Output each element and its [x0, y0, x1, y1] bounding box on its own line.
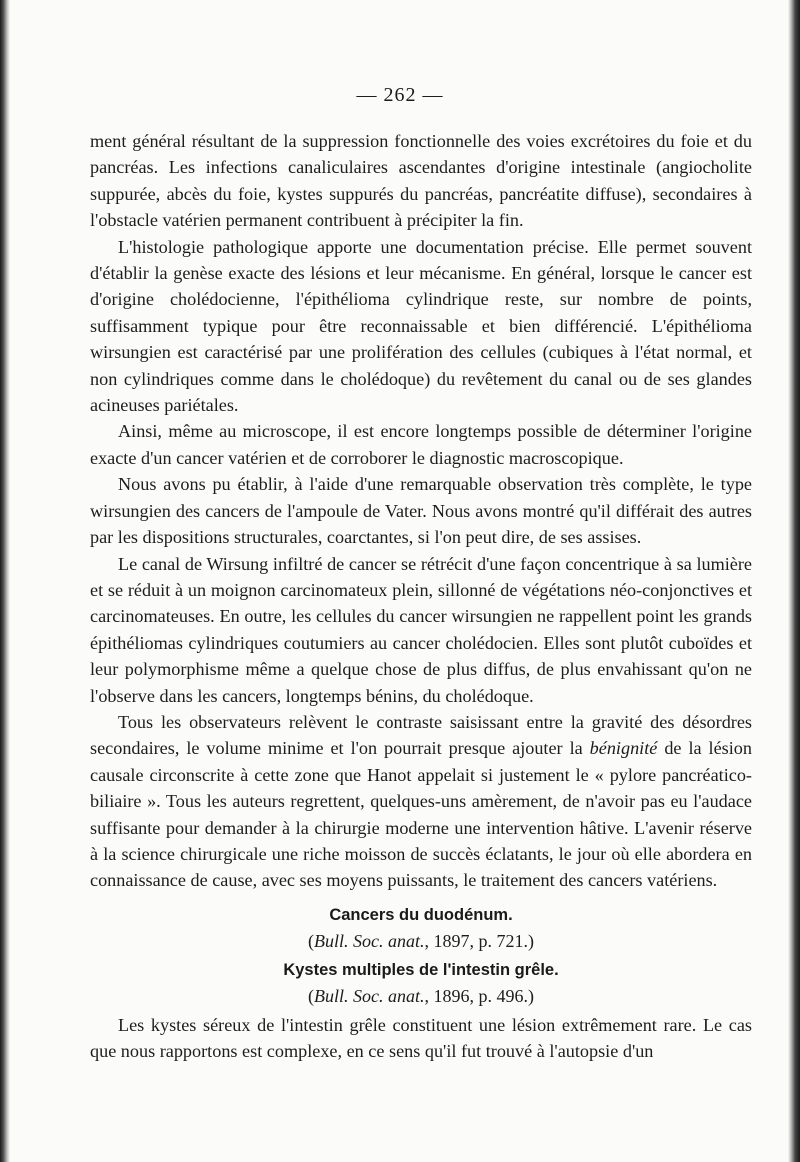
ref-open: ( — [308, 930, 314, 951]
paragraph-6-part-1: Tous les observateurs relèvent le contraste saisissant entre la gravité des désordres secondaires, le volume minime et l'on pourrait presque ajouter la — [90, 711, 752, 759]
paragraph-6 — [90, 709, 752, 894]
section-reference — [90, 983, 752, 1010]
ref-journal: Bull. Soc. anat. — [314, 985, 425, 1006]
body-text — [90, 128, 752, 1065]
page-number: — 262 — — [356, 84, 444, 106]
scan-edge-right — [788, 0, 800, 1162]
ref-details: , 1896, p. 496.) — [424, 985, 534, 1006]
paragraph-5: Le canal de Wirsung infiltré de cancer se rétrécit d'une façon concentrique à sa lumière et se réduit à un moignon carcinomateux plein, sillonné de végétations néo-conjonctives et carcinomateuses. En outre, les cellules du cancer wirsungien ne rappellent point les grands épithéliomas cylindriques coutumiers au cancer cholédocien. Elles sont plutôt cuboïdes et leur polymorphisme même a quelque chose de plus diffus, de plus envahissant qu'on ne l'observe dans les cancers, longtemps bénins, du cholédoque. — [90, 553, 752, 706]
section-kystes-intestin — [90, 957, 752, 1010]
section-title: Cancers du duodénum. — [329, 905, 513, 924]
paragraph-1: ment général résultant de la suppression fonctionnelle des voies excrétoires du foie et du pancréas. Les infections canaliculaires ascendantes d'origine intestinale (angiocholite suppurée, abcès du foie, kystes suppurés du pancréas, pancréatite diffuse), secondaires à l'obstacle vatérien permanent contribuent à précipiter la fin. — [90, 131, 752, 231]
scan-edge-left — [0, 0, 10, 1162]
section-reference — [90, 928, 752, 955]
section-title: Kystes multiples de l'intestin grêle. — [283, 960, 559, 979]
ref-journal: Bull. Soc. anat. — [314, 930, 425, 951]
paragraph-3: Ainsi, même au microscope, il est encore longtemps possible de déterminer l'origine exacte d'un cancer vatérien et de corroborer le diagnostic macroscopique. — [90, 421, 752, 468]
paragraph-final: Les kystes séreux de l'intestin grêle constituent une lésion extrêmement rare. Le cas que nous rapportons est complexe, en ce sens qu'il fut trouvé à l'autopsie d'un — [90, 1014, 752, 1062]
ref-details: , 1897, p. 721.) — [424, 930, 534, 951]
section-cancers-duodenum — [90, 902, 752, 955]
paragraph-6-italic: bénignité — [589, 738, 658, 759]
ref-open: ( — [308, 985, 314, 1006]
paragraph-2: L'histologie pathologique apporte une documentation précise. Elle permet souvent d'établir la genèse exacte des lésions et leur mécanisme. En général, lorsque le cancer est d'origine cholédocienne, l'épithélioma cylindrique reste, sur nombre de points, suffisamment typique pour être reconnaissable et bien différencié. L'épithélioma wirsungien est caractérisé par une prolifération des cellules (cubiques à l'état normal, et non cylindriques comme dans le cholédoque) du revêtement du canal ou de ses glandes acineuses pariétales. — [90, 236, 752, 416]
paragraph-4: Nous avons pu établir, à l'aide d'une remarquable observation très complète, le type wirsungien des cancers de l'ampoule de Vater. Nous avons montré qu'il différait des autres par les dispositions structurales, coarctantes, si l'on peut dire, de ses assises. — [90, 474, 752, 548]
paragraph-6-part-2: de la lésion causale circonscrite à cette zone que Hanot appelait si justement le « pylore pancréatico-biliaire ». Tous les auteurs regrettent, quelques-uns amèrement, de n'avoir pas eu l'audace suffisante pour demander à la chirurgie moderne une intervention hâtive. L'avenir réserve à la science chirurgicale une riche moisson de succès éclatants, le jour où elle abordera en connaissance de cause, avec ses moyens puissants, le traitement des cancers vatériens. — [90, 738, 752, 891]
